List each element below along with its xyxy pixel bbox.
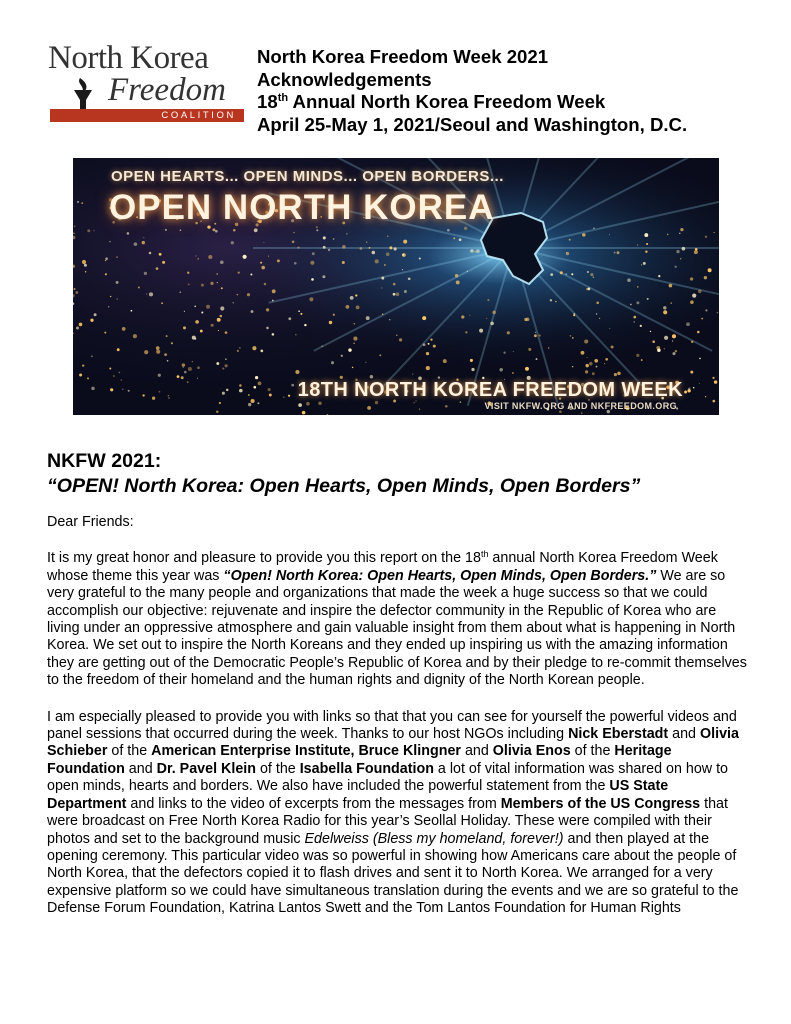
banner-event-name: 18TH NORTH KOREA FREEDOM WEEK	[297, 379, 683, 401]
banner-image	[73, 158, 719, 415]
logo-text-coalition: COALITION	[161, 110, 236, 121]
letter-body	[47, 514, 747, 918]
banner-tagline: OPEN HEARTS... OPEN MINDS... OPEN BORDERS...	[111, 168, 504, 185]
header-dates: April 25-May 1, 2021/Seoul and Washington, D.C.	[257, 113, 688, 135]
logo-coalition-bar	[50, 109, 244, 122]
letter-paragraph-2: I am especially pleased to provide you with links so that that you can see for yourself the powerful videos and panel sessions that occurred during the week. Thanks to our host NGOs including Nick Eberstadt and Olivia Schieber of the American Enterprise Institute, Bruce Klingner and Olivia Enos of the Heritage Foundation and Dr. Pavel Klein of the Isabella Foundation a lot of vital information was shared on how to open minds, hearts and borders. We also have included the powerful statement from the US State Department and links to the video of excerpts from the messages from Members of the US Congress that were broadcast on Free North Korea Radio for this year’s Seollal Holiday. These were compiled with their photos and set to the background music Edelweiss (Bless my homeland, forever!) and then played at the opening ceremony. This particular video was so powerful in showing how Americans care about the people of North Korea, that the defectors copied it to flash drives and sent it to North Korea. We arranged for a very expensive platform so we could have simultaneous translation during the events and we are so grateful to the Defense Forum Foundation, Katrina Lantos Swett and the Tom Lantos Foundation for Human Rights	[47, 708, 739, 917]
logo-text-north-korea: North Korea	[48, 40, 209, 76]
banner-title: OPEN NORTH KOREA	[109, 188, 495, 227]
section-subheading: “OPEN! North Korea: Open Hearts, Open Minds, Open Borders”	[47, 475, 641, 497]
document-header	[257, 46, 687, 136]
logo-text-freedom: Freedom	[108, 72, 226, 108]
banner-visit-text: VISIT NKFW.ORG AND NKFREEDOM.ORG	[484, 401, 677, 411]
header-title: North Korea Freedom Week 2021	[257, 46, 549, 67]
letter-paragraph-1: It is my great honor and pleasure to provide you this report on the 18th annual North Korea Freedom Week whose theme this year was “Open! North Korea: Open Hearts, Open Minds, Open Borders.” We are so very grateful to the many people and organizations that made the week a huge success so that we could accomplish our objective: rejuvenate and inspire the defector community in the Republic of Korea who are living under an oppressive atmosphere and gain valuable insight from them about what is happening in North Korea. We set out to inspire the North Koreans and they ended up inspiring us with the amazing information they are getting out of the Democratic People’s Republic of Korea and by their pledge to re-commit themselves to the freedom of their homeland and the human rights and dignity of the North Korean people.	[47, 549, 747, 689]
letter-greeting: Dear Friends:	[47, 514, 134, 530]
header-edition: 18th Annual North Korea Freedom Week	[257, 91, 606, 112]
header-subtitle: Acknowledgements	[257, 68, 432, 90]
section-heading: NKFW 2021:	[47, 450, 162, 472]
coalition-logo	[46, 42, 246, 126]
